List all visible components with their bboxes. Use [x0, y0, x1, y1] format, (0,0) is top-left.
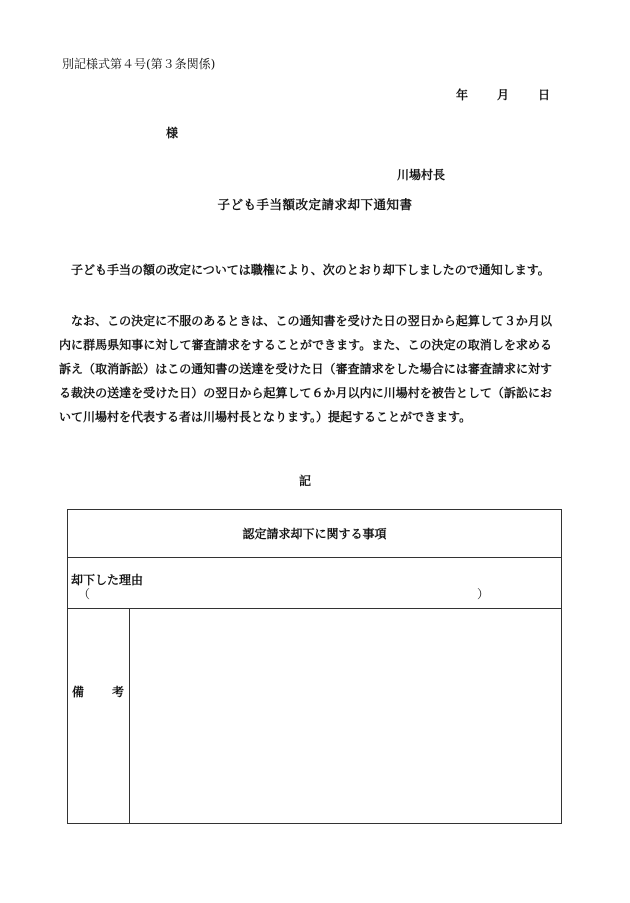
remarks-value-cell: [130, 608, 561, 823]
remarks-label: [72, 683, 124, 700]
details-table: [67, 509, 562, 824]
document-title: 子ども手当額改定請求却下通知書: [217, 197, 413, 212]
body-paragraph-1: 子ども手当の額の改定については職権により、次のとおり却下しましたので通知します。: [71, 263, 550, 277]
form-number-label: 別記様式第４号(第３条関係): [62, 57, 216, 71]
remarks-label-cell: [68, 608, 130, 823]
sender-name: 川場村長: [397, 168, 446, 182]
remarks-label-char-2: 考: [112, 685, 125, 699]
remarks-row: [68, 608, 561, 823]
table-header-label: 認定請求却下に関する事項: [242, 527, 387, 541]
date-month-label: 月: [497, 88, 510, 102]
reason-paren-open: （: [78, 587, 91, 601]
reason-label: 却下した理由: [71, 573, 144, 587]
addressee-honorific: 様: [166, 126, 179, 140]
ki-heading: 記: [298, 474, 311, 488]
body-paragraph-2: なお、この決定に不服のあるときは、この通知書を受けた日の翌日から起算して３か月以内に群馬県知事に対して審査請求をすることができます。また、この決定の取消しを求める訴え（取消訴訟）はこの通知書の送達を受けた日（審査請求をした場合には審査請求に対する裁決の送達を受けた日）の翌日から起算して６か月以内に川場村を被告として（訴訟において川場村を代表する者は川場村長となります。）提起することができます。: [59, 314, 552, 424]
reason-paren-close: ）: [477, 587, 490, 601]
reason-row: [68, 557, 561, 609]
table-header: [68, 510, 561, 558]
remarks-label-char-1: 備: [72, 685, 85, 699]
date-year-label: 年: [456, 88, 469, 102]
date-day-label: 日: [538, 88, 551, 102]
